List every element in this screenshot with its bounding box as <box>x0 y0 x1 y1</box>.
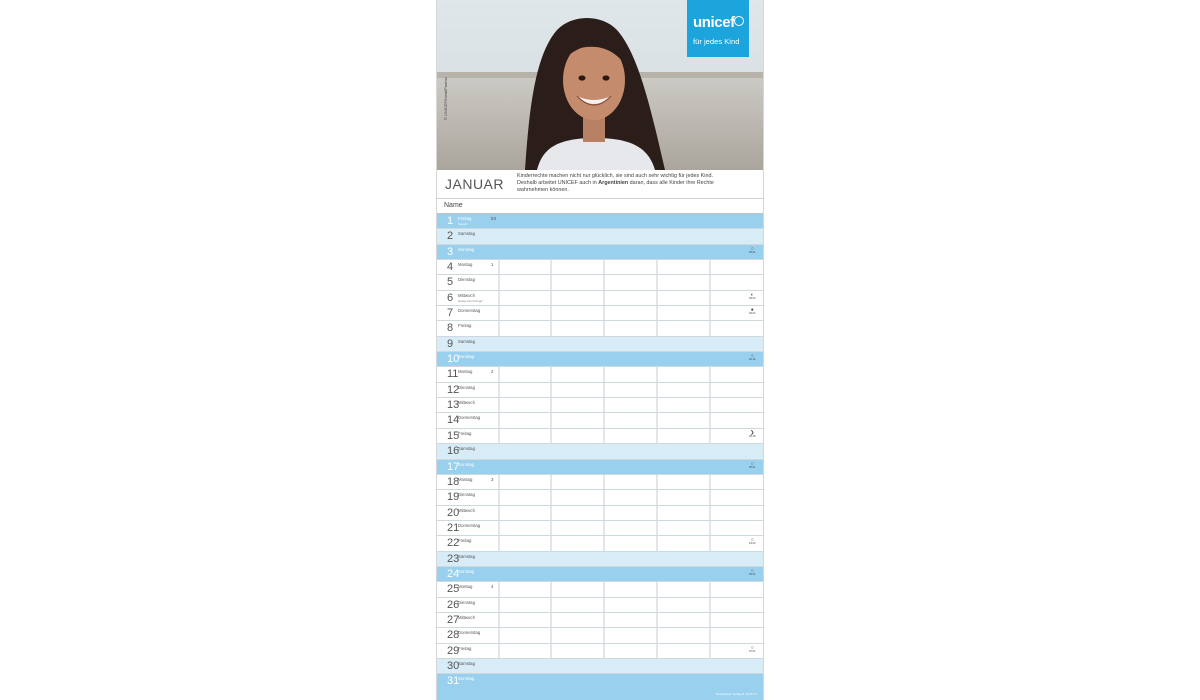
weekday-label: Freitag <box>458 216 472 221</box>
day-number: 3 <box>447 245 454 258</box>
weekday-label: Dienstag <box>458 277 475 283</box>
day-row[interactable] <box>437 275 763 290</box>
day-row[interactable] <box>437 644 763 659</box>
weekday-label: Freitag <box>458 323 472 329</box>
day-row[interactable] <box>437 444 763 459</box>
day-number: 27 <box>447 613 460 626</box>
day-number: 19 <box>447 491 460 504</box>
day-row[interactable] <box>437 475 763 490</box>
day-row[interactable] <box>437 429 763 444</box>
moon-glyph: ○ <box>750 537 754 544</box>
calendar-page <box>436 0 764 700</box>
day-number: 22 <box>447 537 460 550</box>
intro-text <box>517 173 757 194</box>
intro-line-3: wahrnehmen können. <box>517 187 569 193</box>
moon-glyph: ❯ <box>750 429 755 436</box>
day-number: 26 <box>447 598 460 611</box>
moon-phase-icon <box>749 431 756 438</box>
day-number: 29 <box>447 644 460 657</box>
moon-glyph: ○ <box>750 460 754 467</box>
day-number: 10 <box>447 353 460 366</box>
weekday-label: Montag <box>458 584 473 590</box>
day-row[interactable] <box>437 260 763 275</box>
day-grid <box>437 214 763 690</box>
weekday-label: Mittwoch <box>458 507 475 513</box>
day-row[interactable] <box>437 613 763 628</box>
day-number: 30 <box>447 659 460 672</box>
footer-bar <box>437 688 763 700</box>
photo-credit: © UNICEF/Nesti/Puebla <box>443 77 448 120</box>
logo-tagline: für jedes Kind <box>693 37 740 46</box>
weekday-label: Montag <box>458 476 473 482</box>
day-row[interactable] <box>437 337 763 352</box>
day-number: 25 <box>447 583 460 596</box>
moon-phase-icon <box>749 646 756 653</box>
day-number: 9 <box>447 337 454 350</box>
names-header-row <box>437 199 763 214</box>
day-number: 24 <box>447 567 460 580</box>
moon-time: 23.00 <box>749 542 756 546</box>
day-row[interactable] <box>437 521 763 536</box>
moon-glyph: ● <box>750 307 754 314</box>
day-row[interactable] <box>437 321 763 336</box>
weekday-label: Samstag <box>458 446 475 452</box>
day-row[interactable] <box>437 306 763 321</box>
day-number: 4 <box>447 261 454 274</box>
day-row[interactable] <box>437 460 763 475</box>
day-row[interactable] <box>437 291 763 306</box>
moon-phase-icon <box>749 354 756 361</box>
day-number: 11 <box>447 368 459 381</box>
moon-phase-icon <box>749 247 756 254</box>
weekday-label: Donnerstag <box>458 522 481 528</box>
moon-time: 09.04 <box>749 296 756 300</box>
day-row[interactable] <box>437 490 763 505</box>
weekday-label: Mittwoch <box>458 614 475 620</box>
moon-time: 05.01 <box>749 572 756 576</box>
weekday-label: Samstag <box>458 338 475 344</box>
day-row[interactable] <box>437 352 763 367</box>
weekday-label: Freitag <box>458 430 472 436</box>
weekday-label: Montag <box>458 262 473 268</box>
moon-glyph: ○ <box>750 353 754 360</box>
weekday-label: Freitag <box>458 538 472 544</box>
day-row[interactable] <box>437 552 763 567</box>
moon-time: 00.18 <box>749 434 756 438</box>
weekday-label: Mittwoch <box>458 292 475 298</box>
weekday-label: Samstag <box>458 553 475 559</box>
holiday-note: Neujahr <box>458 222 468 226</box>
week-number: 1 <box>491 262 494 268</box>
moon-phase-icon <box>749 308 756 315</box>
moon-phase-icon <box>749 538 756 545</box>
day-number: 13 <box>447 399 460 412</box>
day-row[interactable] <box>437 536 763 551</box>
weekday-label: Dienstag <box>458 492 475 498</box>
moon-time: 07.01 <box>749 649 756 653</box>
week-number: 4 <box>491 584 494 590</box>
weekday-label: Donnerstag <box>458 630 481 636</box>
day-number: 5 <box>447 276 454 289</box>
day-row[interactable] <box>437 383 763 398</box>
weekday-label: Donnerstag <box>458 308 481 314</box>
week-number: 3 <box>491 476 494 482</box>
day-row[interactable] <box>437 659 763 674</box>
day-number: 31 <box>447 675 460 688</box>
moon-glyph: ◐ <box>750 291 754 298</box>
unicef-logo <box>687 0 749 57</box>
day-row[interactable] <box>437 598 763 613</box>
day-row[interactable] <box>437 506 763 521</box>
moon-time: 20.16 <box>749 358 756 362</box>
moon-time: 09.04 <box>749 312 756 316</box>
day-number: 1 <box>447 215 454 227</box>
day-row[interactable] <box>437 398 763 413</box>
weekday-label: Dienstag <box>458 384 475 390</box>
moon-phase-icon <box>749 293 756 300</box>
week-number: 53 <box>491 216 496 221</box>
day-number: 18 <box>447 475 460 488</box>
weekday-label: Samstag <box>458 231 475 237</box>
day-row[interactable] <box>437 214 763 229</box>
day-number: 6 <box>447 291 454 304</box>
weekday-label: Sonntag <box>458 568 475 574</box>
day-number: 17 <box>447 460 460 473</box>
day-row[interactable] <box>437 245 763 260</box>
day-number: 12 <box>447 383 460 396</box>
weekday-label: Sonntag <box>458 354 475 360</box>
weekday-label: Montag <box>458 369 473 375</box>
day-number: 16 <box>447 445 460 458</box>
weekday-label: Sonntag <box>458 246 475 252</box>
moon-time: 05.01 <box>749 250 756 254</box>
day-row[interactable] <box>437 582 763 597</box>
weekday-label: Donnerstag <box>458 415 481 421</box>
month-header <box>437 170 763 199</box>
day-number: 23 <box>447 552 460 565</box>
day-number: 2 <box>447 230 454 243</box>
week-number: 2 <box>491 369 494 375</box>
header-photo <box>437 0 763 170</box>
weekday-label: Dienstag <box>458 599 475 605</box>
day-number: 8 <box>447 322 454 335</box>
moon-phase-icon <box>749 569 756 576</box>
intro-line-2b: daran, dass alle Kinder ihre Rechte <box>628 180 714 186</box>
moon-time: 05.01 <box>749 465 756 469</box>
weekday-label: Sonntag <box>458 676 475 682</box>
month-title: JANUAR <box>445 176 505 192</box>
intro-line-2a: Deshalb arbeitet UNICEF auch in <box>517 180 599 186</box>
moon-phase-icon <box>749 462 756 469</box>
day-number: 7 <box>447 307 454 320</box>
weekday-label: Sonntag <box>458 461 475 467</box>
day-row[interactable] <box>437 229 763 244</box>
weekday-label: Samstag <box>458 660 475 666</box>
day-number: 15 <box>447 429 460 442</box>
day-number: 28 <box>447 629 460 642</box>
weekday-label: Mittwoch <box>458 400 475 406</box>
day-row[interactable] <box>437 567 763 582</box>
holiday-note: Heilige Drei Könige* <box>458 298 484 303</box>
weekday-label: Freitag <box>458 645 472 651</box>
day-number: 20 <box>447 506 460 519</box>
intro-country: Argentinien <box>598 180 629 186</box>
logo-brand: unicef <box>693 14 735 31</box>
publisher-note: Teutoburger Verlag ★ 40 36 77 <box>715 692 757 696</box>
globe-icon <box>734 16 744 26</box>
day-row[interactable] <box>437 413 763 428</box>
names-label: Name <box>444 202 463 209</box>
day-number: 14 <box>447 414 460 427</box>
moon-glyph: ○ <box>750 245 754 252</box>
moon-glyph: ○ <box>750 567 754 574</box>
moon-glyph: ○ <box>750 644 754 651</box>
day-number: 21 <box>447 521 460 534</box>
day-row[interactable] <box>437 367 763 382</box>
intro-line-1: Kinderrechte machen nicht nur glücklich, sie sind auch sehr wichtig für jedes Kind. <box>517 173 713 179</box>
day-row[interactable] <box>437 628 763 643</box>
